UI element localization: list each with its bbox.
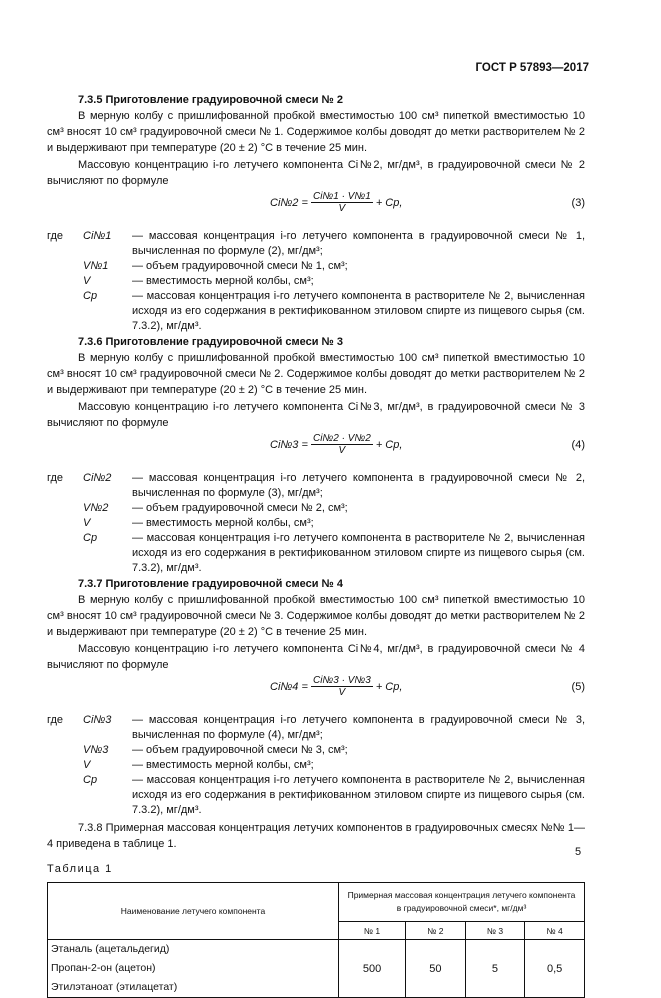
component-names <box>48 940 339 998</box>
formula-4 <box>47 433 585 467</box>
def-text: — массовая концентрация i-го летучего компонента в градуировочной смеси № 1, вычисленная по формуле (2), мг/дм³; <box>132 230 585 258</box>
def-lead: где <box>47 714 64 727</box>
column-header-num: № 4 <box>525 922 585 940</box>
def-text: — массовая концентрация i-го летучего компонента в градуировочной смеси № 2, вычисленная по формуле (3), мг/дм³; <box>132 472 585 500</box>
document-header: ГОСТ Р 57893—2017 <box>475 62 589 74</box>
table-row <box>48 940 585 998</box>
def-symbol: Cр <box>83 774 98 787</box>
formula-number: (5) <box>571 681 585 694</box>
table-cell: 5 <box>465 940 525 998</box>
page-number: 5 <box>575 846 582 858</box>
table-label: Таблица 1 <box>47 863 113 876</box>
page-content <box>47 92 585 998</box>
section-heading: 7.3.7 Приготовление градуировочной смеси № 4 <box>78 578 343 591</box>
definitions <box>47 713 585 818</box>
paragraph: Массовую концентрацию i-го летучего компонента Ci№4, мг/дм³, в градуировочной смеси № 4 вычисляют по формуле <box>47 642 585 671</box>
def-text: — вместимость мерной колбы, см³; <box>132 275 314 288</box>
def-symbol: Cр <box>83 290 98 303</box>
column-header-num: № 3 <box>465 922 525 940</box>
def-text: — объем градуировочной смеси № 2, см³; <box>132 502 348 515</box>
formula-rhs: + Cр, <box>375 196 403 209</box>
paragraph: В мерную колбу с пришлифованной пробкой вместимостью 100 см³ пипеткой вместимостью 10 см³ вносят 10 см³ градуировочной смеси № 3. Содержимое колбы доводят до метки растворителем № 2 и выдерживают при температуре (20 ± 2) °С в течение 25 мин. <box>47 594 585 639</box>
section-heading: 7.3.5 Приготовление градуировочной смеси № 2 <box>78 94 343 106</box>
def-lead: где <box>47 472 64 485</box>
formula-3 <box>47 191 585 225</box>
formula-lhs: Ci№4 = <box>270 680 308 693</box>
formula-rhs: + Cр, <box>375 680 403 693</box>
paragraph: Массовую концентрацию i-го летучего компонента Ci№2, мг/дм³, в градуировочной смеси № 2 вычисляют по формуле <box>47 158 585 187</box>
def-symbol: V№3 <box>83 744 109 757</box>
concentration-table <box>47 882 585 998</box>
paragraph: В мерную колбу с пришлифованной пробкой вместимостью 100 см³ пипеткой вместимостью 10 см³ вносят 10 см³ градуировочной смеси № 2. Содержимое колбы доводят до метки растворителем № 2 и выдерживают при температуре (20 ± 2) °С в течение 25 мин. <box>47 352 585 397</box>
def-lead: где <box>47 230 64 243</box>
def-text: — массовая концентрация i-го летучего компонента в растворителе № 2, вычисленная исходя из его содержания в ректификованном этиловом спирте из пищевого сырья (см. 7.3.2), мг/дм³. <box>132 532 585 575</box>
formula-lhs: Ci№2 = <box>270 196 308 209</box>
column-header-num: № 1 <box>339 922 406 940</box>
def-text: — объем градуировочной смеси № 1, см³; <box>132 260 348 273</box>
def-text: — объем градуировочной смеси № 3, см³; <box>132 744 348 757</box>
table-cell: 500 <box>339 940 406 998</box>
component-name: Этилэтаноат (этилацетат) <box>51 981 178 994</box>
definitions <box>47 471 585 576</box>
definitions <box>47 229 585 334</box>
def-symbol: V№1 <box>83 260 109 273</box>
formula-numerator: Ci№1 · V№1 <box>312 191 371 203</box>
def-text: — массовая концентрация i-го летучего компонента в растворителе № 2, вычисленная исходя из его содержания в ректификованном этиловом спирте из пищевого сырья (см. 7.3.2), мг/дм³. <box>132 774 585 817</box>
def-symbol: Ci№1 <box>83 230 112 243</box>
def-text: — массовая концентрация i-го летучего компонента в растворителе № 2, вычисленная исходя из его содержания в ректификованном этиловом спирте из пищевого сырья (см. 7.3.2), мг/дм³. <box>132 290 585 333</box>
column-header-name: Наименование летучего компонента <box>48 883 339 940</box>
table-cell: 50 <box>406 940 466 998</box>
section-heading: 7.3.6 Приготовление градуировочной смеси № 3 <box>78 336 343 349</box>
formula-denominator: V <box>338 687 346 699</box>
formula-number: (3) <box>571 197 585 210</box>
paragraph: 7.3.8 Примерная массовая концентрация летучих компонентов в градуировочных смесях №№ 1—4 приведена в таблице 1. <box>47 822 585 851</box>
component-name: Этаналь (ацетальдегид) <box>51 943 170 956</box>
column-header-group: Примерная массовая концентрация летучего компонента в градуировочной смеси*, мг/дм³ <box>339 883 585 922</box>
def-text: — массовая концентрация i-го летучего компонента в градуировочной смеси № 3, вычисленная по формуле (4), мг/дм³; <box>132 714 585 742</box>
formula-rhs: + Cр, <box>375 438 403 451</box>
column-header-num: № 2 <box>406 922 466 940</box>
formula-lhs: Ci№3 = <box>270 438 308 451</box>
formula-denominator: V <box>338 445 346 457</box>
def-symbol: V <box>83 517 91 530</box>
formula-numerator: Ci№3 · V№3 <box>312 675 371 687</box>
paragraph: В мерную колбу с пришлифованной пробкой вместимостью 100 см³ пипеткой вместимостью 10 см³ вносят 10 см³ градуировочной смеси № 1. Содержимое колбы доводят до метки растворителем № 2 и выдерживают при температуре (20 ± 2) °С в течение 25 мин. <box>47 110 585 155</box>
table-cell: 0,5 <box>525 940 585 998</box>
def-symbol: Ci№3 <box>83 714 112 727</box>
def-symbol: V <box>83 275 91 288</box>
def-symbol: V <box>83 759 91 772</box>
formula-numerator: Ci№2 · V№2 <box>312 433 371 445</box>
def-text: — вместимость мерной колбы, см³; <box>132 759 314 772</box>
formula-number: (4) <box>571 439 585 452</box>
def-symbol: V№2 <box>83 502 109 515</box>
def-symbol: Cр <box>83 532 98 545</box>
def-symbol: Ci№2 <box>83 472 112 485</box>
paragraph: Массовую концентрацию i-го летучего компонента Ci№3, мг/дм³, в градуировочной смеси № 3 вычисляют по формуле <box>47 400 585 429</box>
component-name: Пропан-2-он (ацетон) <box>51 962 156 975</box>
formula-5 <box>47 675 585 709</box>
formula-denominator: V <box>338 203 346 215</box>
def-text: — вместимость мерной колбы, см³; <box>132 517 314 530</box>
